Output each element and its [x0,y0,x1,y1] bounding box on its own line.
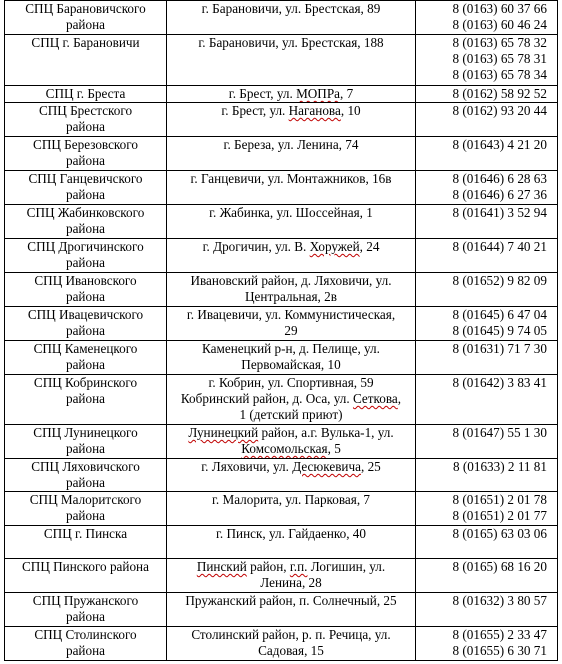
phone-cell [416,205,558,239]
address-cell [167,35,416,86]
phone-cell [416,1,558,35]
table-row [5,526,558,559]
phone-cell [416,375,558,425]
name-line: СПЦ Каменецкого [33,341,138,356]
phone-line: 8 (01655) 6 30 71 [452,643,547,658]
address-line: Первомайская, 10 [241,357,341,372]
phone-cell [416,273,558,307]
phone-line: 8 (0162) 93 20 44 [452,103,547,118]
address-cell [167,205,416,239]
center-name-cell [5,559,167,593]
address-line: г. Барановичи, ул. Брестская, 89 [201,1,381,16]
name-line: района [65,289,105,304]
table-row [5,375,558,425]
table-row [5,35,558,86]
phone-line: 8 (01632) 3 80 57 [452,593,547,608]
address-line: г. Брест, ул. МОПРа, 7 [228,86,354,101]
phone-line: 8 (01647) 55 1 30 [452,425,547,440]
address-cell [167,459,416,492]
center-name-cell [5,341,167,375]
name-line: района [65,643,105,658]
name-line: СПЦ Ивановского [34,273,137,288]
phone-cell [416,526,558,559]
center-name-cell [5,492,167,526]
phone-cell [416,137,558,171]
phone-cell [416,459,558,492]
address-cell [167,1,416,35]
social-centers-table [4,0,558,661]
center-name-cell [5,459,167,492]
address-cell [167,526,416,559]
name-line: СПЦ Ивацевичского [27,307,144,322]
table-row [5,492,558,526]
name-line: СПЦ г. Бреста [45,86,126,101]
phone-line: 8 (01646) 6 28 63 [452,171,547,186]
phone-cell [416,627,558,661]
address-line: Столинский район, р. п. Речица, ул. [191,627,391,642]
phone-line: 8 (0163) 60 46 24 [452,17,547,32]
phone-line: 8 (0165) 68 16 20 [452,559,547,574]
address-line: Ленина, 28 [260,575,322,590]
center-name-cell [5,171,167,205]
phone-line: 8 (0163) 65 78 32 [452,35,547,50]
phone-line: 8 (01642) 3 83 41 [452,375,547,390]
table-row [5,103,558,137]
phone-line: 8 (0163) 60 37 66 [452,1,547,16]
phone-line: 8 (01646) 6 27 36 [452,187,547,202]
center-name-cell [5,627,167,661]
address-line: Садовая, 15 [258,643,324,658]
name-line: района [65,475,105,490]
name-line: СПЦ Барановичского [25,1,146,16]
address-cell [167,137,416,171]
address-line: Кобринский район, д. Оса, ул. Сеткова, [180,391,402,406]
phone-cell [416,35,558,86]
table-row [5,137,558,171]
center-name-cell [5,137,167,171]
table-row [5,307,558,341]
name-line: района [65,323,105,338]
name-line: СПЦ Столинского [34,627,137,642]
table-row [5,425,558,459]
center-name-cell [5,86,167,103]
name-line: СПЦ Лунинецкого [33,425,138,440]
address-cell [167,307,416,341]
address-cell [167,627,416,661]
phone-line: 8 (01643) 4 21 20 [452,137,547,152]
phone-cell [416,593,558,627]
table-row [5,341,558,375]
phone-cell [416,239,558,273]
name-line: района [65,187,105,202]
center-name-cell [5,103,167,137]
address-cell [167,375,416,425]
address-line: г. Жабинка, ул. Шоссейная, 1 [209,205,373,220]
phone-line: 8 (01651) 2 01 77 [452,508,547,523]
center-name-cell [5,205,167,239]
address-line: Комсомольская, 5 [241,441,341,456]
center-name-cell [5,1,167,35]
address-line: г. Ивацевичи, ул. Коммунистическая, [186,307,396,322]
address-line: 1 (детский приют) [239,407,343,422]
address-line: Пружанский район, п. Солнечный, 25 [185,593,397,608]
name-line: района [65,119,105,134]
phone-cell [416,492,558,526]
name-line: района [65,357,105,372]
address-line: 29 [284,323,298,338]
name-line: района [65,255,105,270]
table-row [5,205,558,239]
name-line: СПЦ Жабинковского [26,205,145,220]
center-name-cell [5,375,167,425]
phone-cell [416,341,558,375]
name-line: СПЦ Брестского [38,103,133,118]
name-line: СПЦ Ляховичского [31,459,140,474]
address-line: Центральная, 2в [245,289,337,304]
address-line: Лунинецкий район, а.г. Вулька-1, ул. [188,425,394,440]
phone-cell [416,307,558,341]
name-line: СПЦ Березовского [33,137,138,152]
phone-line: 8 (01652) 9 82 09 [452,273,547,288]
phone-line: 8 (01644) 7 40 21 [452,239,547,254]
phone-cell [416,103,558,137]
phone-line: 8 (0163) 65 78 34 [452,67,547,82]
name-line: СПЦ Пинского района [22,559,149,574]
name-line: района [65,441,105,456]
name-line: СПЦ Пружанского [32,593,139,608]
address-cell [167,86,416,103]
address-cell [167,273,416,307]
phone-cell [416,425,558,459]
phone-line: 8 (0162) 58 92 52 [452,86,547,101]
phone-cell [416,171,558,205]
table-row [5,86,558,103]
center-name-cell [5,35,167,86]
phone-line: 8 (01645) 9 74 05 [452,323,547,338]
name-line: района [65,391,105,406]
phone-line: 8 (01633) 2 11 81 [452,459,547,474]
table-row [5,239,558,273]
center-name-cell [5,307,167,341]
table-row [5,593,558,627]
name-line: СПЦ Ганцевичского [28,171,143,186]
address-line: Каменецкий р-н, д. Пелище, ул. [202,341,380,356]
address-cell [167,559,416,593]
name-line: района [65,17,105,32]
address-cell [167,492,416,526]
name-line: СПЦ г. Пинска [43,526,128,541]
phone-cell [416,86,558,103]
center-name-cell [5,526,167,559]
address-cell [167,341,416,375]
address-line: г. Пинск, ул. Гайдаенко, 40 [216,526,366,541]
table-row [5,171,558,205]
address-line: г. Брест, ул. Наганова, 10 [221,103,361,118]
table-row [5,627,558,661]
phone-line: 8 (01645) 6 47 04 [452,307,547,322]
phone-line: 8 (01655) 2 33 47 [452,627,547,642]
address-cell [167,171,416,205]
address-line: г. Ляховичи, ул. Десюкевича, 25 [201,459,381,474]
address-line: г. Кобрин, ул. Спортивная, 59 [208,375,374,390]
address-cell [167,425,416,459]
center-name-cell [5,239,167,273]
name-line: района [65,153,105,168]
address-line: г. Барановичи, ул. Брестская, 188 [198,35,384,50]
phone-line: 8 (01651) 2 01 78 [452,492,547,507]
center-name-cell [5,425,167,459]
name-line: СПЦ г. Барановичи [31,35,140,50]
name-line: СПЦ Кобринского [33,375,138,390]
address-cell [167,103,416,137]
phone-line: 8 (0163) 65 78 31 [452,51,547,66]
center-name-cell [5,593,167,627]
center-name-cell [5,273,167,307]
table-body [5,1,558,661]
table-row [5,459,558,492]
address-cell [167,593,416,627]
table-row [5,273,558,307]
phone-line: 8 (01641) 3 52 94 [452,205,547,220]
phone-line: 8 (01631) 71 7 30 [452,341,547,356]
name-line: района [65,609,105,624]
address-line: г. Дрогичин, ул. В. Хоружей, 24 [202,239,380,254]
phone-cell [416,559,558,593]
name-line: СПЦ Дрогичинского [27,239,144,254]
address-line: Ивановский район, д. Ляховичи, ул. [190,273,392,288]
name-line: района [65,508,105,523]
phone-line: 8 (0165) 63 03 06 [452,526,547,541]
name-line: СПЦ Малоритского [29,492,142,507]
table-row [5,559,558,593]
address-cell [167,239,416,273]
table-row [5,1,558,35]
address-line: г. Ганцевичи, ул. Монтажников, 16в [190,171,392,186]
name-line: района [65,221,105,236]
address-line: Пинский район, г.п. Логишин, ул. [196,559,386,574]
address-line: г. Малорита, ул. Парковая, 7 [211,492,371,507]
address-line: г. Береза, ул. Ленина, 74 [223,137,359,152]
